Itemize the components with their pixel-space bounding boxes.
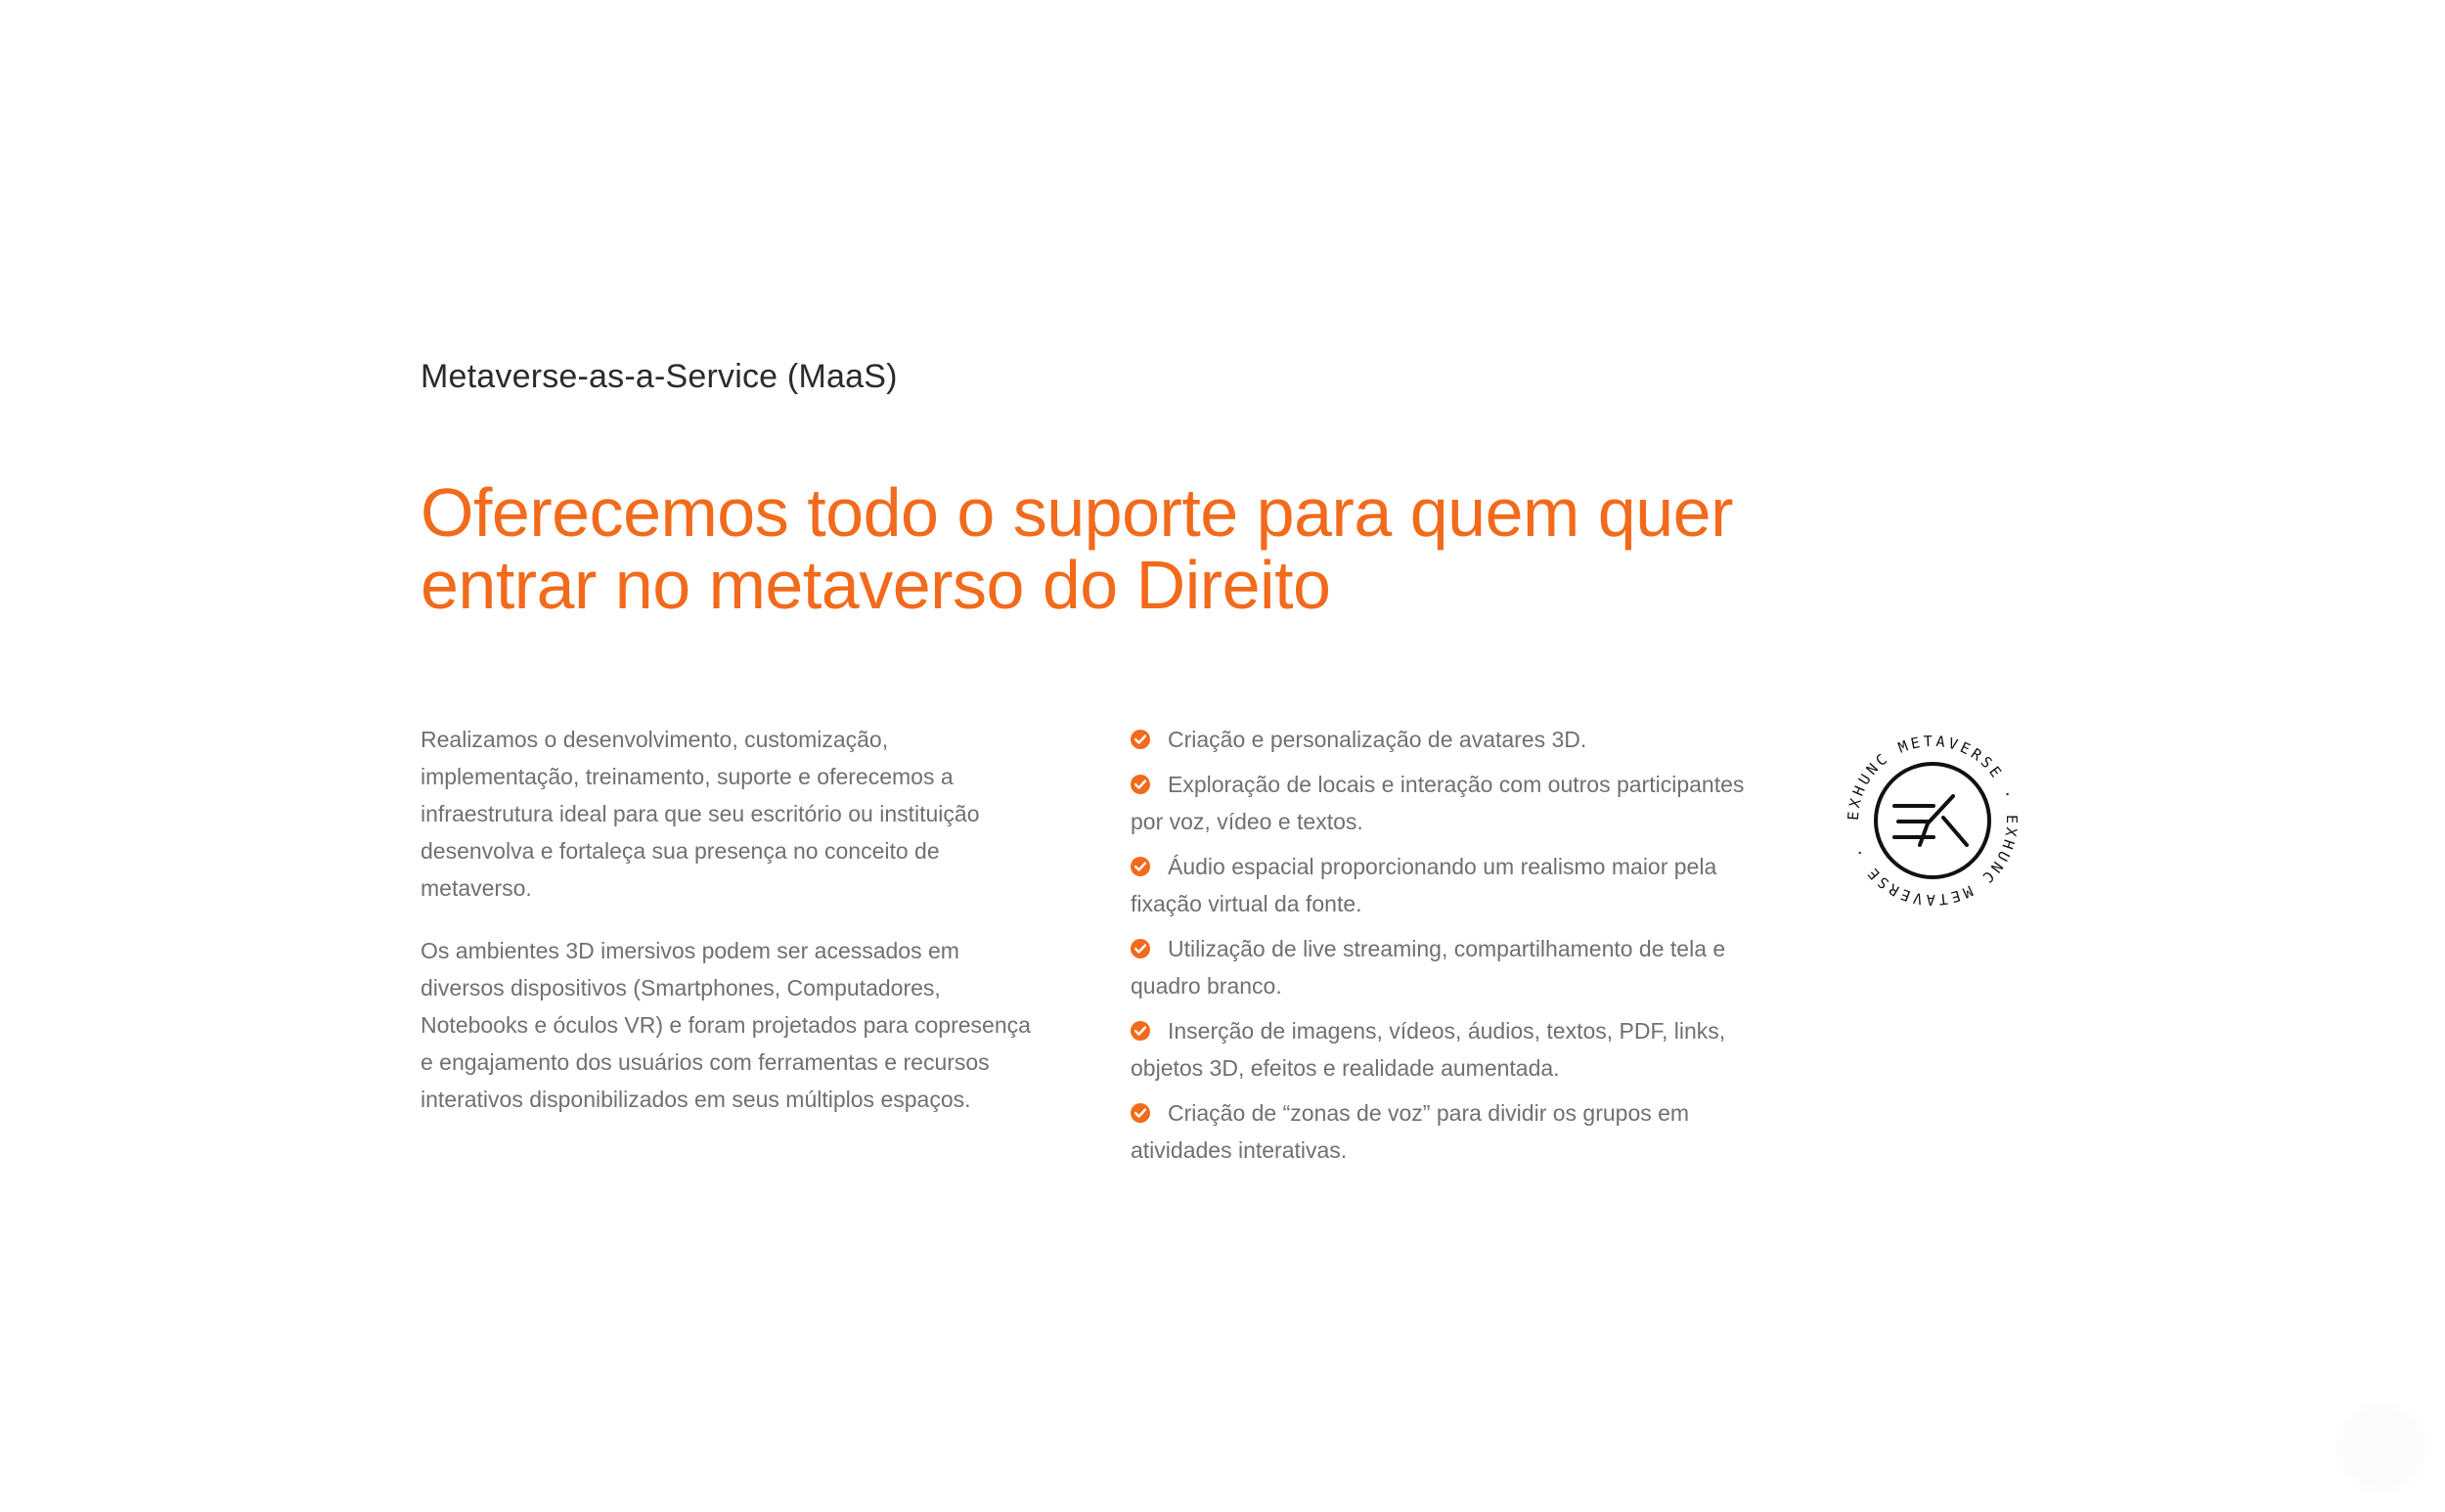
feature-text: Áudio espacial proporcionando um realismo maior pela fixação virtual da fonte. [1131, 854, 1717, 916]
description-column [421, 721, 1037, 1143]
feature-text: Exploração de locais e interação com outros participantes por voz, vídeo e textos. [1131, 772, 1745, 834]
logo-ring-text: EXHUNC METAVERSE · EXHUNC METAVERSE · [1844, 732, 2022, 910]
feature-text: Inserção de imagens, vídeos, áudios, textos, PDF, links, objetos 3D, efeitos e realidade aumentada. [1131, 1018, 1726, 1081]
feature-item [1131, 1094, 1756, 1169]
exhunc-metaverse-logo [1844, 732, 2022, 910]
check-circle-icon [1131, 857, 1150, 876]
feature-item [1131, 848, 1756, 922]
check-circle-icon [1131, 1021, 1150, 1041]
description-paragraph: Os ambientes 3D imersivos podem ser acessados em diversos dispositivos (Smartphones, Computadores, Notebooks e óculos VR) e foram projetados para copresença e engajamento dos usuários com ferramentas e recursos interativos disponibilizados em seus múltiplos espaços. [421, 938, 1031, 1112]
feature-item [1131, 1012, 1756, 1087]
feature-text: Criação de “zonas de voz” para dividir os grupos em atividades interativas. [1131, 1100, 1690, 1163]
feature-item [1131, 930, 1756, 1004]
maas-section [421, 357, 2024, 1163]
feature-text: Utilização de live streaming, compartilhamento de tela e quadro branco. [1131, 936, 1726, 999]
check-circle-icon [1131, 775, 1150, 794]
features-column [1131, 721, 1756, 1177]
headline-line-1: Oferecemos todo o suporte para quem quer [421, 474, 1733, 551]
logo-monogram [1894, 796, 1967, 845]
chat-widget-button[interactable] [2342, 1408, 2421, 1487]
feature-list [1131, 721, 1756, 1169]
feature-text: Criação e personalização de avatares 3D. [1168, 727, 1587, 752]
description-paragraph: Realizamos o desenvolvimento, customização, implementação, treinamento, suporte e oferecemos a infraestrutura ideal para que seu escritório ou instituição desenvolva e fortaleça sua presença no conceito de metaverso. [421, 727, 980, 901]
headline-line-2: entrar no metaverso do Direito [421, 547, 1331, 623]
feature-item [1131, 721, 1756, 758]
check-circle-icon [1131, 1103, 1150, 1123]
check-circle-icon [1131, 939, 1150, 958]
check-circle-icon [1131, 730, 1150, 749]
feature-item [1131, 766, 1756, 840]
section-headline [421, 476, 1888, 621]
section-eyebrow: Metaverse-as-a-Service (MaaS) [421, 358, 898, 395]
